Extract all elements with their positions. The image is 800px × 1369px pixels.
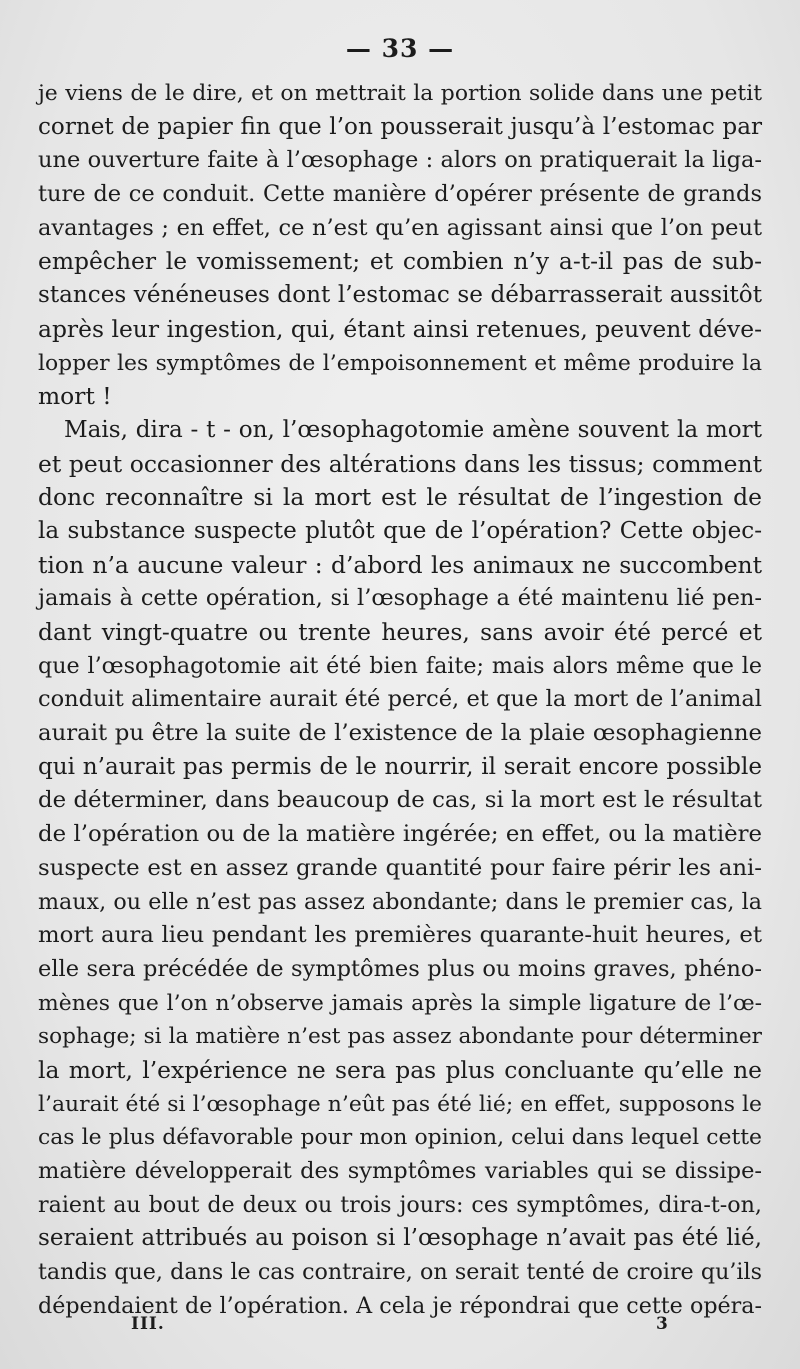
text-line: et peut occasionner des altérations dans les tissus; comment bbox=[38, 449, 762, 478]
text-line: la substance suspecte plutôt que de l’opération? Cette objec- bbox=[38, 517, 762, 544]
text-line: Mais, dira - t - on, l’œsophagotomie amène souvent la mort bbox=[64, 416, 762, 443]
text-line: dant vingt-quatre ou trente heures, sans avoir été percé et bbox=[38, 618, 762, 646]
text-line: seraient attribués au poison si l’œsophage n’avait pas été lié, bbox=[38, 1225, 762, 1252]
text-line: ture de ce conduit. Cette manière d’opérer présente de grands bbox=[38, 181, 762, 208]
text-line: elle sera précédée de symptômes plus ou moins graves, phéno- bbox=[38, 955, 762, 982]
text-line: cas le plus défavorable pour mon opinion, celui dans lequel cette bbox=[38, 1125, 762, 1151]
text-line: je viens de le dire, et on mettrait la portion solide dans une petit bbox=[38, 81, 762, 106]
paragraph bbox=[38, 414, 762, 1324]
text-line: mènes que l’on n’observe jamais après la simple ligature de l’œ- bbox=[38, 990, 762, 1016]
text-line: aurait pu être la suite de l’existence de la plaie œsophagienne bbox=[38, 720, 762, 747]
text-line: empêcher le vomissement; et combien n’y a-t-il pas de sub- bbox=[38, 247, 762, 276]
text-line: après leur ingestion, qui, étant ainsi retenues, peuvent déve- bbox=[38, 314, 762, 343]
text-line: conduit alimentaire aurait été percé, et que la mort de l’animal bbox=[38, 686, 762, 713]
text-line: que l’œsophagotomie ait été bien faite; mais alors même que le bbox=[38, 652, 762, 679]
text-line: stances vénéneuses dont l’estomac se débarrasserait aussitôt bbox=[38, 282, 762, 309]
text-line: lopper les symptômes de l’empoisonnement et même produire la bbox=[38, 350, 762, 376]
paragraph bbox=[38, 77, 762, 414]
text-line: dépendaient de l’opération. A cela je répondrai que cette opéra- bbox=[38, 1292, 762, 1319]
signature-mark-left: III. bbox=[131, 1314, 165, 1334]
text-line: cornet de papier fin que l’on pousserait jusqu’à l’estomac par bbox=[38, 113, 762, 140]
text-line: de déterminer, dans beaucoup de cas, si la mort est le résultat bbox=[38, 787, 762, 814]
text-line: la mort, l’expérience ne sera pas plus concluante qu’elle ne bbox=[38, 1055, 762, 1084]
text-line: de l’opération ou de la matière ingérée; en effet, ou la matière bbox=[38, 821, 762, 848]
text-line: suspecte est en assez grande quantité pour faire périr les ani- bbox=[38, 854, 762, 881]
text-line: donc reconnaître si la mort est le résultat de l’ingestion de bbox=[38, 483, 762, 512]
text-line: l’aurait été si l’œsophage n’eût pas été lié; en effet, supposons le bbox=[38, 1091, 762, 1117]
text-line: une ouverture faite à l’œsophage : alors on pratiquerait la liga- bbox=[38, 147, 762, 174]
text-line: tion n’a aucune valeur : d’abord les animaux ne succombent bbox=[38, 550, 762, 579]
signature-mark-right: 3 bbox=[656, 1314, 668, 1334]
text-line: maux, ou elle n’est pas assez abondante; dans le premier cas, la bbox=[38, 888, 762, 915]
text-line: qui n’aurait pas permis de le nourrir, il serait encore possible bbox=[38, 753, 762, 780]
text-line: avantages ; en effet, ce n’est qu’en agissant ainsi que l’on peut bbox=[38, 214, 762, 241]
text-line: sophage; si la matière n’est pas assez abondante pour déterminer bbox=[38, 1024, 762, 1050]
text-line: tandis que, dans le cas contraire, on serait tenté de croire qu’ils bbox=[38, 1259, 762, 1286]
text-line: matière développerait des symptômes variables qui se dissipe- bbox=[38, 1158, 762, 1184]
text-line: mort ! bbox=[38, 382, 112, 411]
text-line: raient au bout de deux ou trois jours: ces symptômes, dira-t-on, bbox=[38, 1191, 762, 1218]
text-line: jamais à cette opération, si l’œsophage a été maintenu lié pen- bbox=[38, 585, 762, 612]
body-text bbox=[38, 77, 762, 1323]
page-number-header: — 33 — bbox=[345, 34, 455, 63]
text-line: mort aura lieu pendant les premières quarante-huit heures, et bbox=[38, 922, 762, 949]
page-footer bbox=[0, 1314, 800, 1344]
